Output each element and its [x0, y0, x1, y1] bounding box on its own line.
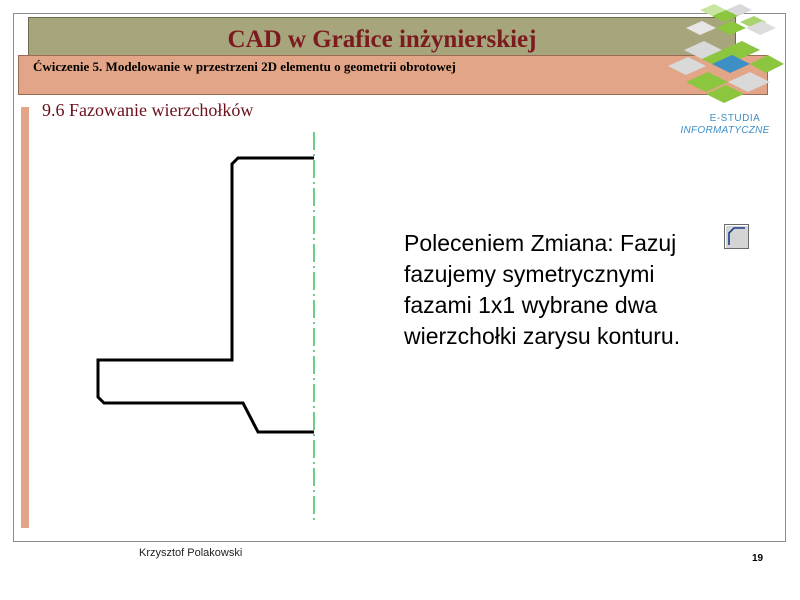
description-text [404, 228, 764, 352]
logo-text-estudia: E-STUDIA [709, 113, 761, 124]
page-number: 19 [752, 553, 764, 564]
description-line-2: fazujemy symetrycznymi [404, 261, 655, 287]
description-line-3: fazami 1x1 wybrane dwa [404, 292, 658, 318]
logo-text-informatyczne: INFORMATYCZNE [680, 125, 770, 136]
profile-contour [98, 158, 314, 432]
slide-subtitle: Ćwiczenie 5. Modelowanie w przestrzeni 2D elementu o geometrii obrotowej [33, 59, 456, 74]
description-line-1: Poleceniem Zmiana: Fazuj [404, 230, 677, 256]
chamfer-tool-icon[interactable] [724, 224, 749, 249]
description-line-4: wierzchołki zarysu konturu. [404, 323, 681, 349]
footer-author: Krzysztof Polakowski [139, 547, 243, 559]
slide-title: CAD w Grafice inżynierskiej [227, 26, 537, 53]
section-title: 9.6 Fazowanie wierzchołków [42, 100, 254, 120]
